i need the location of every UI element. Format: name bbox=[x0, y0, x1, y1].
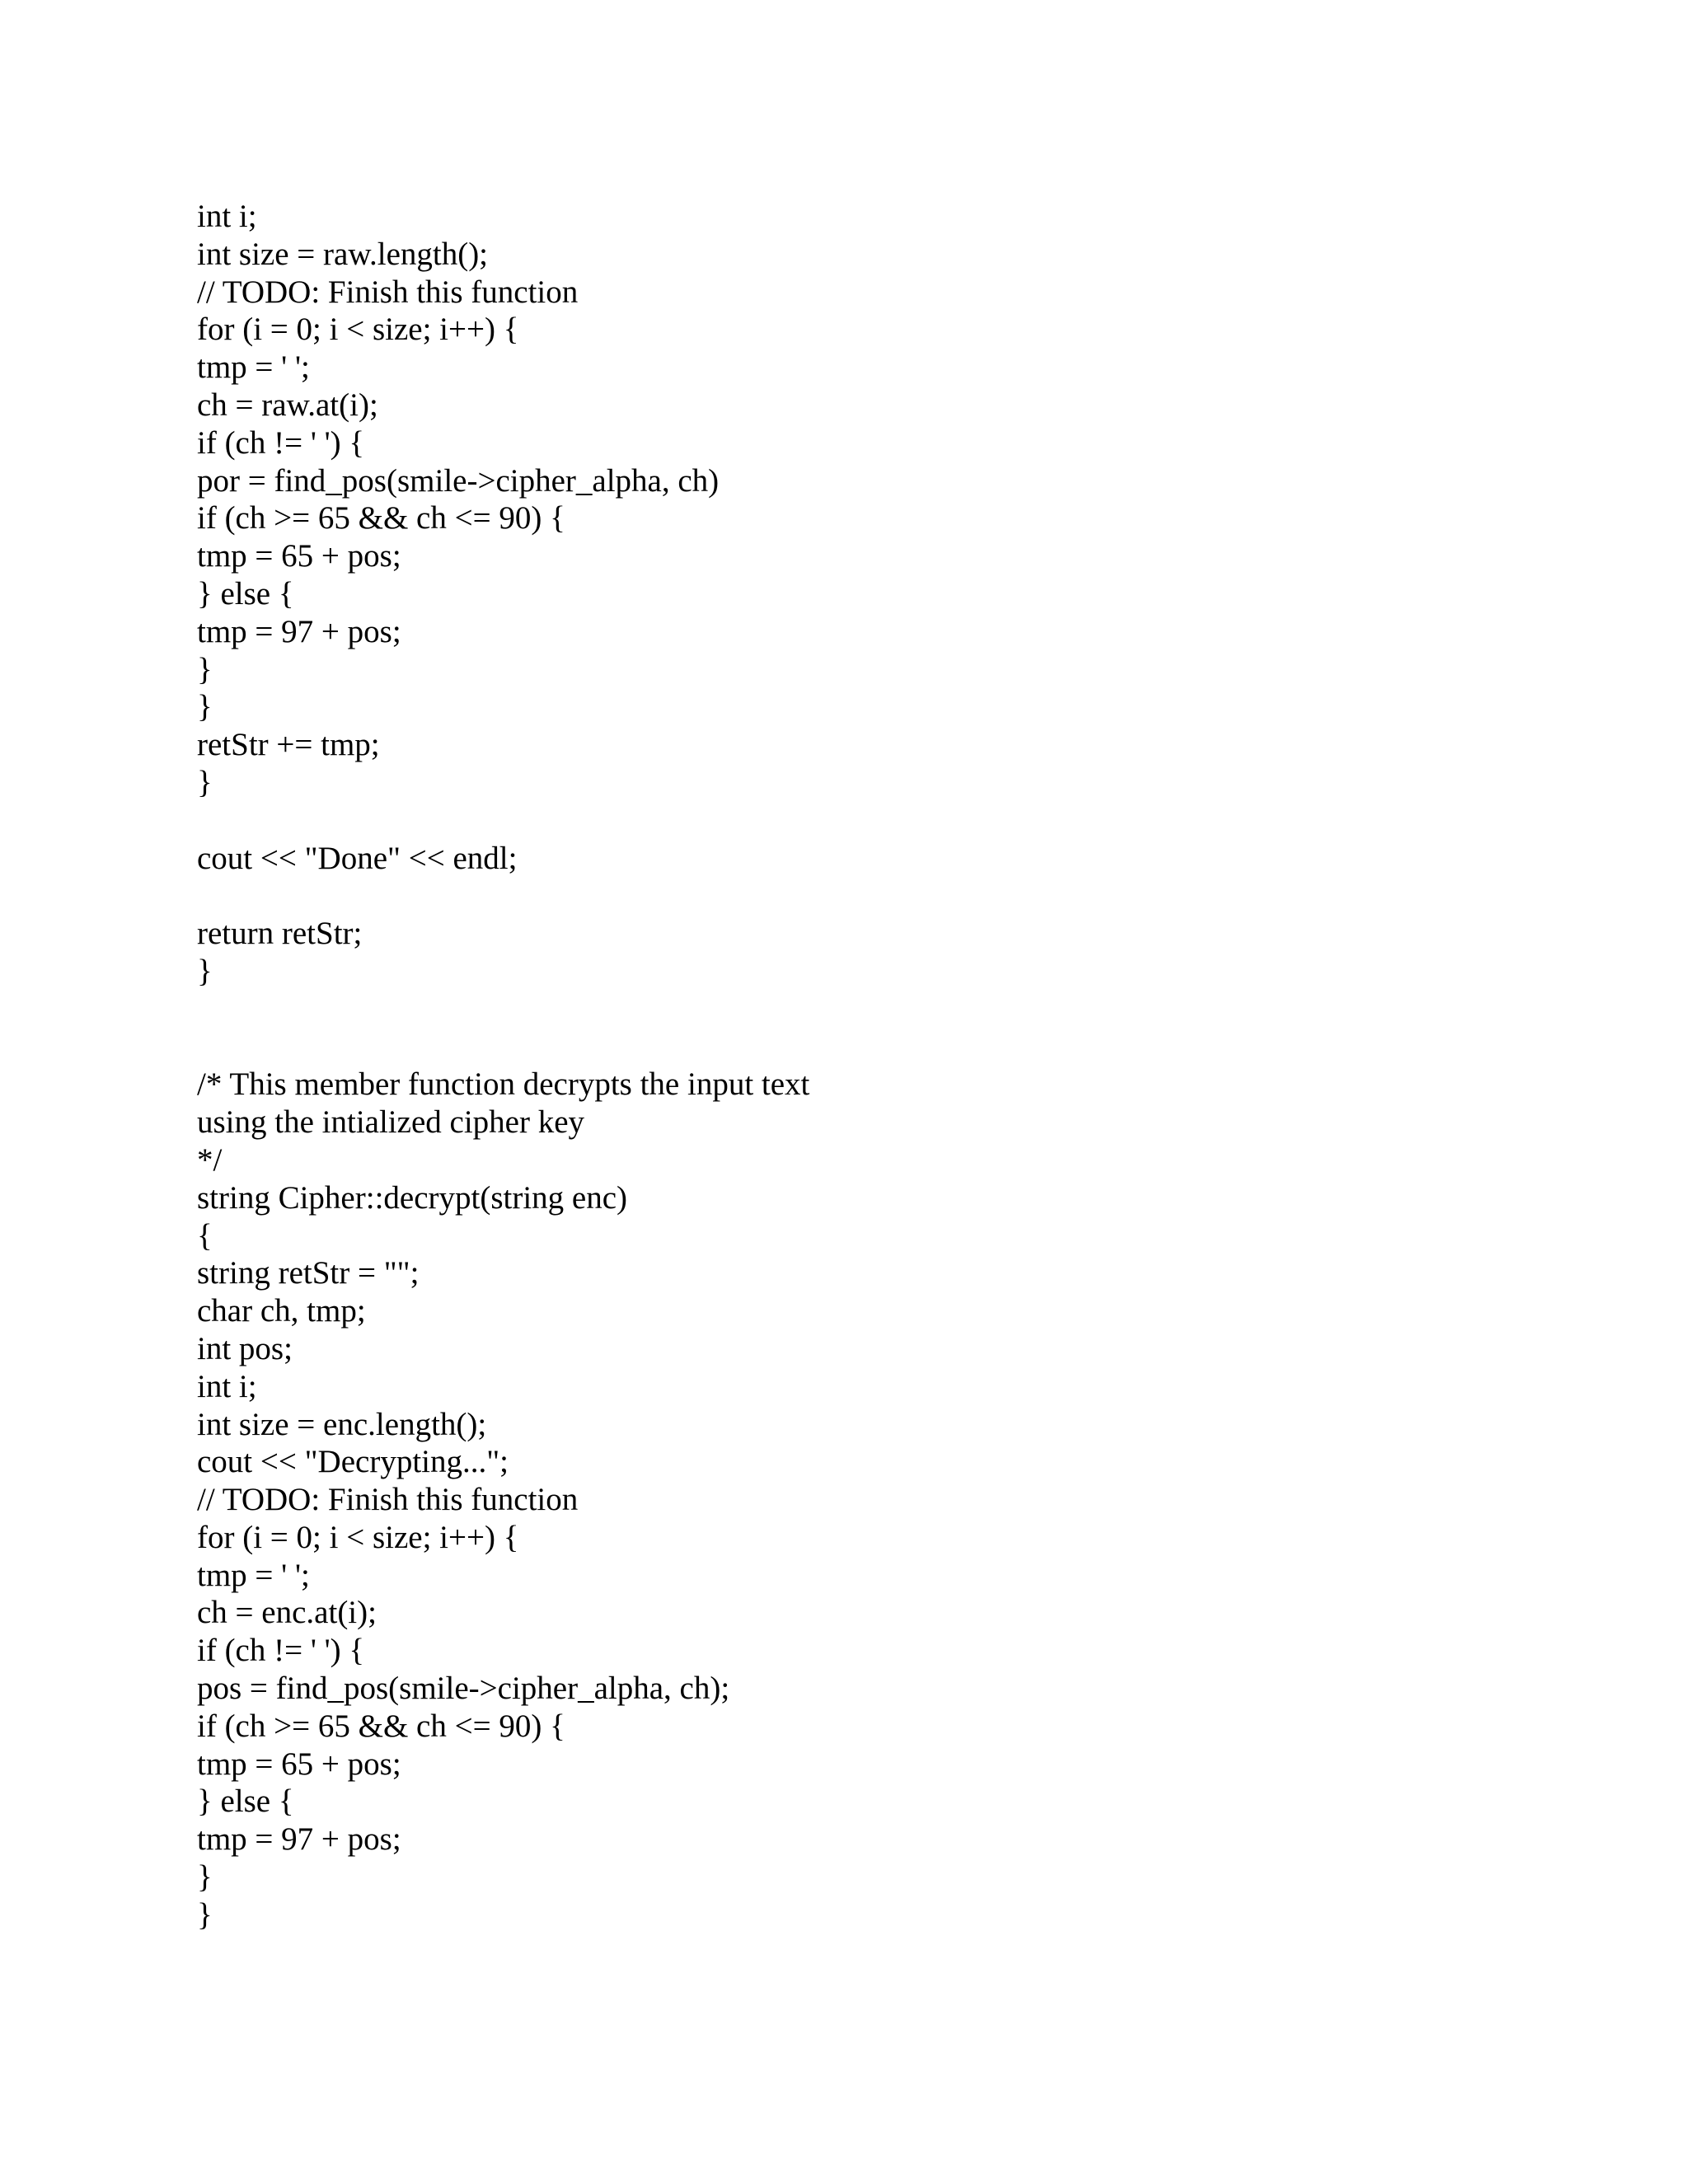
code-line: for (i = 0; i < size; i++) { bbox=[197, 312, 519, 348]
code-line: return retStr; bbox=[197, 916, 363, 952]
code-line: { bbox=[197, 1217, 213, 1254]
code-line: if (ch >= 65 && ch <= 90) { bbox=[197, 1708, 565, 1744]
code-line: pos = find_pos(smile->cipher_alpha, ch); bbox=[197, 1671, 730, 1707]
code-line: } bbox=[197, 1896, 213, 1933]
code-line: string retStr = ""; bbox=[197, 1255, 420, 1291]
code-line: // TODO: Finish this function bbox=[197, 274, 579, 310]
code-line: if (ch != ' ') { bbox=[197, 1633, 365, 1669]
code-line: using the intialized cipher key bbox=[197, 1104, 585, 1141]
code-line: int size = enc.length(); bbox=[197, 1406, 487, 1442]
code-line: /* This member function decrypts the input text bbox=[197, 1066, 810, 1103]
code-block bbox=[197, 198, 1598, 1934]
code-line: cout << "Decrypting..."; bbox=[197, 1444, 509, 1480]
code-line: if (ch != ' ') { bbox=[197, 424, 365, 461]
code-line: } bbox=[197, 764, 213, 800]
code-line: int i; bbox=[197, 1368, 257, 1404]
code-line: tmp = 65 + pos; bbox=[197, 538, 401, 574]
code-line: */ bbox=[197, 1141, 223, 1178]
blank-line bbox=[197, 802, 1598, 840]
code-line: char ch, tmp; bbox=[197, 1293, 366, 1329]
code-line: tmp = ' '; bbox=[197, 1557, 310, 1593]
code-line: } bbox=[197, 1859, 213, 1896]
blank-line bbox=[197, 1029, 1598, 1066]
blank-line bbox=[197, 877, 1598, 915]
code-line: tmp = 97 + pos; bbox=[197, 613, 401, 649]
code-line: } else { bbox=[197, 575, 294, 612]
code-line: } bbox=[197, 953, 213, 989]
code-line: int pos; bbox=[197, 1330, 293, 1366]
code-line: retStr += tmp; bbox=[197, 727, 380, 763]
code-line: tmp = ' '; bbox=[197, 349, 310, 386]
code-line: int i; bbox=[197, 199, 257, 234]
code-line: } else { bbox=[197, 1783, 294, 1820]
code-line: por = find_pos(smile->cipher_alpha, ch) bbox=[197, 462, 720, 499]
code-line: if (ch >= 65 && ch <= 90) { bbox=[197, 500, 565, 537]
code-line: for (i = 0; i < size; i++) { bbox=[197, 1519, 519, 1555]
code-line: } bbox=[197, 651, 213, 687]
code-line: tmp = 97 + pos; bbox=[197, 1821, 401, 1858]
code-line: } bbox=[197, 689, 213, 725]
code-line: // TODO: Finish this function bbox=[197, 1482, 579, 1518]
blank-line bbox=[197, 991, 1598, 1029]
code-line: string Cipher::decrypt(string enc) bbox=[197, 1179, 628, 1216]
code-line: int size = raw.length(); bbox=[197, 236, 489, 272]
code-line: ch = raw.at(i); bbox=[197, 387, 378, 423]
code-line: ch = enc.at(i); bbox=[197, 1595, 377, 1631]
code-line: cout << "Done" << endl; bbox=[197, 840, 518, 876]
code-line: tmp = 65 + pos; bbox=[197, 1746, 401, 1782]
